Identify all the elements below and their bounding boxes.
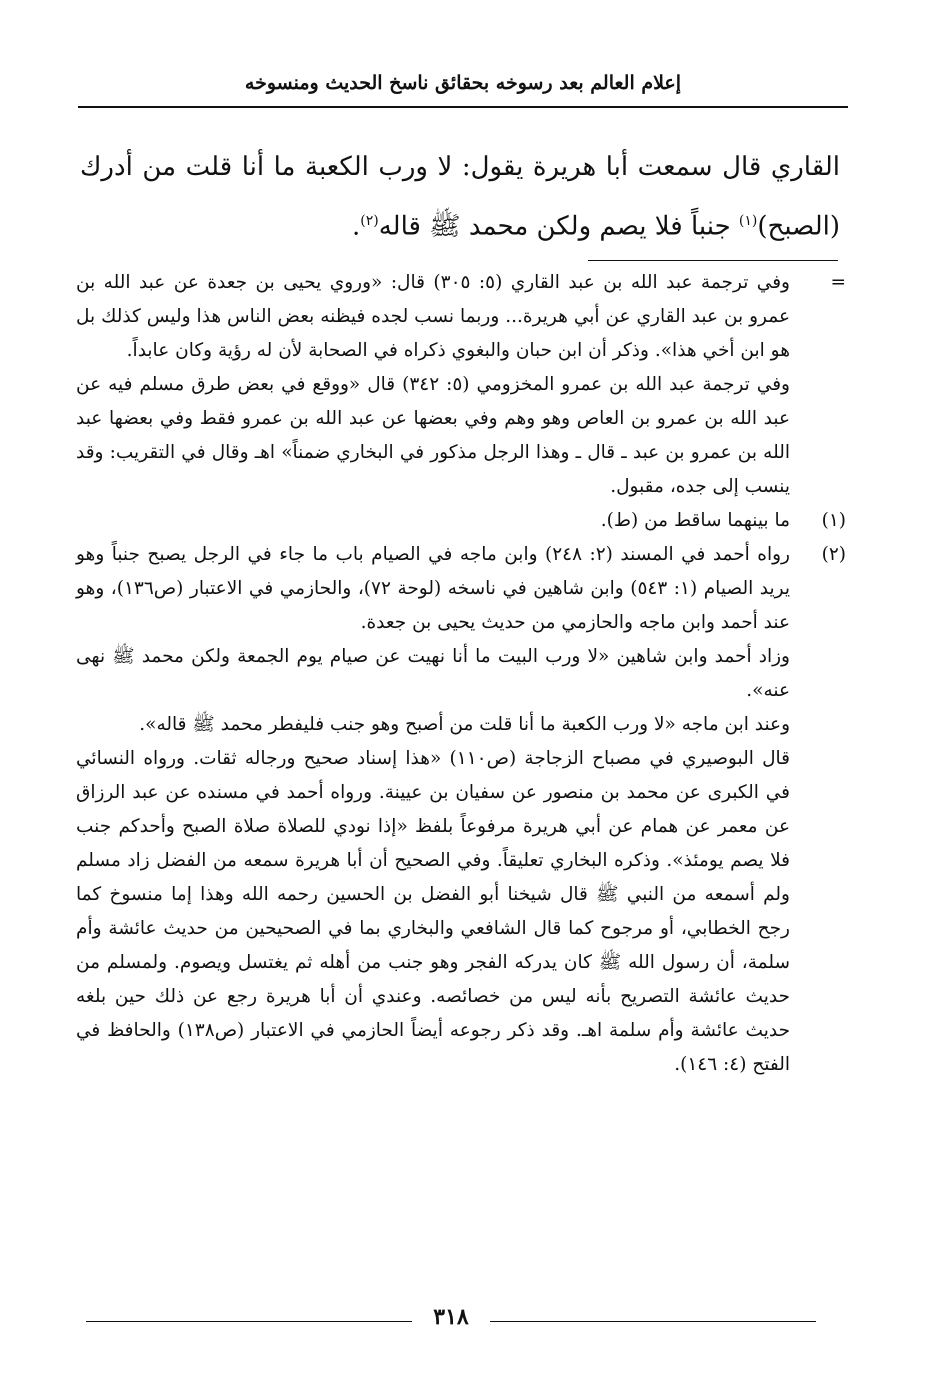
main-text-part-2: جنباً فلا يصم ولكن محمد ﷺ قاله [378, 211, 739, 242]
footnote-2-marker: (٢) [821, 544, 846, 565]
main-text [80, 140, 840, 254]
page-number: ٣١٨ [433, 1304, 469, 1330]
footnote-paragraph: وعند ابن ماجه «لا ورب الكعبة ما أنا قلت من أصبح وهو جنب فليفطر محمد ﷺ قاله». [139, 714, 790, 735]
footnote-2 [76, 538, 846, 1082]
footnote-ref-2[interactable]: (٢) [360, 213, 379, 229]
header-rule [78, 106, 848, 108]
main-text-part-1: القاري قال سمعت أبا هريرة يقول: لا ورب الكعبة ما أنا قلت من أدرك (الصبح) [80, 152, 840, 242]
footnote-2-body [76, 538, 790, 1082]
footnote-separator [588, 260, 838, 261]
running-title: إعلام العالم بعد رسوخه بحقائق ناسخ الحديث ومنسوخه [244, 72, 682, 94]
footnote-paragraph: وزاد أحمد وابن شاهين «لا ورب البيت ما أنا نهيت عن صيام يوم الجمعة ولكن محمد ﷺ نهى عنه». [76, 646, 790, 701]
main-text-part-3: . [351, 211, 361, 242]
footnote-continued [76, 266, 846, 504]
footnote-1-marker: (١) [821, 510, 846, 531]
footer-rule-right [490, 1321, 816, 1322]
footnote-ref-1[interactable]: (١) [738, 213, 758, 229]
footnote-paragraph: قال البوصيري في مصباح الزجاجة (ص١١٠) «هذا إسناد صحيح ورجاله ثقات. ورواه النسائي في الكبرى عن محمد بن منصور عن سفيان بن عيينة. ورواه أحمد في مسنده عن عبد الرزاق عن معمر عن همام عن أبي هريرة مرفوعاً بلفظ «إذا نودي للصلاة صلاة الصبح وأحدكم جنب فلا يصم يومئذ». وذكره البخاري تعليقاً. وفي الصحيح أن أبا هريرة سمعه من الفضل زاد مسلم ولم أسمعه من النبي ﷺ قال شيخنا أبو الفضل بن الحسين رحمه الله وهذا إما منسوخ كما رجح الخطابي، أو مرجوح كما قال الشافعي والبخاري بما في الصحيحين من حديث عائشة وأم سلمة، أن رسول الله ﷺ كان يدركه الفجر وهو جنب من أهله ثم يغتسل ويصوم. ولمسلم من حديث عائشة التصريح بأنه ليس من خصائصه. وعندي أن أبا هريرة رجع عن ذلك حين بلغه حديث عائشة وأم سلمة اهـ. وقد ذكر رجوعه أيضاً الحازمي في الاعتبار (ص١٣٨) والحافظ في الفتح (٤: ١٤٦). [76, 748, 791, 1075]
footnote-1-body [76, 504, 790, 538]
footer-rule-left [86, 1321, 412, 1322]
footnote-paragraph: رواه أحمد في المسند (٢: ٢٤٨) وابن ماجه في الصيام باب ما جاء في الرجل يصبح جنباً وهو يريد الصيام (١: ٥٤٣) وابن شاهين في ناسخه (لوحة ٧٢)، والحازمي في الاعتبار (ص١٣٦)، وهو عند أحمد وابن ماجه والحازمي من حديث يحيى بن جعدة. [76, 544, 790, 633]
footnote-paragraph: وفي ترجمة عبد الله بن عمرو المخزومي (٥: ٣٤٢) قال «ووقع في بعض طرق مسلم فيه عن عبد الله بن عمرو بن العاص وهو وهم وفي بعضها عن عبد الله بن عمرو فقط وفي بعضها عبد الله بن عمرو بن عبد ـ قال ـ وهذا الرجل مذكور في البخاري ضمناً» اهـ وقال في التقريب: وقد ينسب إلى جده، مقبول. [76, 374, 790, 497]
footnote-continued-body [76, 266, 790, 504]
footnote-paragraph: ما بينهما ساقط من (ط). [600, 510, 790, 531]
footnotes [76, 266, 846, 1082]
footnote-1 [76, 504, 846, 538]
footnote-paragraph: وفي ترجمة عبد الله بن عبد القاري (٥: ٣٠٥) قال: «وروي يحيى بن جعدة عن عبد الله بن عمرو بن عبد القاري عن أبي هريرة... وربما نسب لجده فيظنه بعض الناس هذا وليس كذلك بل هو ابن أخي هذا». وذكر أن ابن حبان والبغوي ذكراه في الصحابة لأن له رؤية وكان عابداً. [76, 272, 790, 361]
continuation-marker: = [830, 272, 846, 293]
